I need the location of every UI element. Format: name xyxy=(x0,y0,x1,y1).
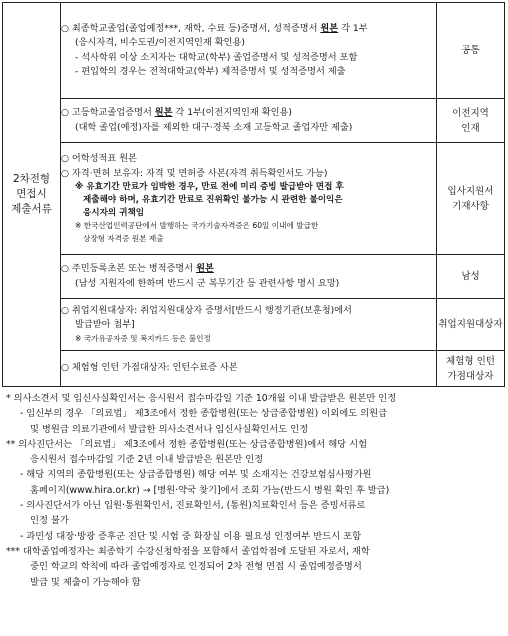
content-line: 응시자의 귀책임 xyxy=(83,208,145,218)
content-line: ○ 주민등록초본 또는 병적증명서 원본 xyxy=(61,263,214,274)
footnote-line: 중인 학교의 학칙에 따라 졸업예정자로 인정되어 2차 전형 면접 시 졸업예정증명서 xyxy=(30,561,362,573)
footnote-line: 발급 및 제출이 가능해야 함 xyxy=(30,576,141,588)
content-line: ○ 자격·면허 보유자: 자격 및 면허증 사본(자격 취득확인서도 가능) xyxy=(61,167,328,179)
footnote-line: 홈페이지(www.hira.or.kr) → [병원·약국 찾기]에서 조회 가능(반드시 병원 확인 후 발급) xyxy=(30,484,390,496)
content-line: - 석사학위 이상 소지자는 대학교(학부) 졸업증명서 및 성적증명서 포함 xyxy=(75,51,358,63)
content-line: ○ 최종학교졸업(졸업예정***, 재학, 수료 등)증명서, 성적증명서 원본 각 1부 xyxy=(61,22,368,34)
footnote-line: - 해당 지역의 종합병원(또는 상급종합병원) 해당 여부 및 소재지는 건강보험심사평가원 xyxy=(20,469,372,481)
footnote-line: ** 의사진단서는 「의료법」 제3조에서 정한 종합병원(또는 상급종합병원)에서 해당 시험 xyxy=(6,438,368,450)
table-row xyxy=(3,351,505,387)
section-label-line: 2차전형 xyxy=(12,173,51,185)
row-content-resident-register xyxy=(61,255,437,299)
content-line: ○ 어학성적표 원본 xyxy=(61,153,137,164)
content-line: - 편입학의 경우는 전적대학교(학부) 제적증명서 및 성적증명서 제출 xyxy=(75,66,346,77)
footnotes xyxy=(6,391,504,590)
content-line: 상장형 자격증 원본 제출 xyxy=(83,233,164,243)
row-content-language-license xyxy=(61,143,437,255)
content-line: ○ 고등학교졸업증명서 원본 각 1부(이전지역인재 확인용) xyxy=(61,107,292,118)
content-line: (응시자격, 비수도권/이전지역인재 확인용) xyxy=(75,37,245,48)
footnote-line: - 의사진단서가 아닌 입원·통원확인서, 진료확인서, (통원)치료확인서 등은 증빙서류로 xyxy=(20,500,366,512)
footnote-line: 응시원서 접수마감일 기준 2년 이내 발급받은 원본만 인정 xyxy=(30,454,264,466)
table-row xyxy=(3,99,505,143)
row-note: 공통 xyxy=(437,3,505,99)
content-line: ※ 국가유공자증 및 복지카드 등은 불인정 xyxy=(75,333,211,343)
row-note: 남성 xyxy=(437,255,505,299)
section-label-line: 제출서류 xyxy=(11,203,52,215)
content-line: ○ 취업지원대상자: 취업지원대상자 증명서[반드시 행정기관(보훈청)에서 xyxy=(61,304,352,316)
section-label-line: 면접시 xyxy=(16,188,47,200)
footnote-line: * 의사소견서 및 임신사실확인서는 응시원서 접수마감일 기준 10개월 이내 발급받은 원본만 인정 xyxy=(6,393,397,404)
row-note: 취업지원대상자 xyxy=(437,299,505,351)
row-content-intern xyxy=(61,351,437,387)
footnote-line: - 임신부의 경우 「의료법」 제3조에서 정한 종합병원(또는 상급종합병원) 이외에도 의원급 xyxy=(20,408,388,420)
footnote-line: *** 대학졸업예정자는 최종학기 수강신청학점을 포함해서 졸업학점에 도달된 자로서, 재학 xyxy=(6,545,370,557)
section-label xyxy=(3,3,61,387)
row-content-diploma xyxy=(61,3,437,99)
original-emphasis: 원본 xyxy=(154,107,173,118)
content-line: (남성 지원자에 한하며 반드시 군 복무기간 등 관련사항 명시 요망) xyxy=(75,277,340,289)
required-documents-table xyxy=(2,2,505,387)
row-content-employment-support xyxy=(61,299,437,351)
original-emphasis: 원본 xyxy=(196,263,214,274)
row-note: 이전지역 인재 xyxy=(437,99,505,143)
row-note: 입사지원서 기재사항 xyxy=(437,143,505,255)
content-line: ※ 한국산업인력공단에서 발행하는 국가기술자격증은 60일 이내에 발급한 xyxy=(75,221,319,230)
footnote-line: 인정 불가 xyxy=(30,515,69,527)
content-line: 제출해야 하며, 유효기간 만료로 진위확인 불가능 시 관련한 불이익은 xyxy=(83,195,343,205)
row-content-highschool xyxy=(61,99,437,143)
footnote-line: - 과민성 대장·방광 증후군 진단 및 시험 중 화장실 이용 필요성 인정여부 반드시 포함 xyxy=(20,530,362,542)
content-line: ○ 체험형 인턴 가점대상자: 인턴수료증 사본 xyxy=(61,362,238,374)
content-line: ※ 유효기간 만료가 임박한 경우, 만료 전에 미리 증빙 발급받아 면접 후 xyxy=(75,182,344,192)
table-row xyxy=(3,3,505,99)
table-row xyxy=(3,255,505,299)
row-note: 체험형 인턴 가점대상자 xyxy=(437,351,505,387)
table-row xyxy=(3,299,505,351)
content-line: 발급받아 첨부] xyxy=(75,319,135,331)
content-line: (대학 졸업(예정)자를 제외한 대구·경북 소재 고등학교 졸업자만 제출) xyxy=(75,121,353,133)
footnote-line: 및 병원급 의료기관에서 발급한 의사소견서나 임신사실확인서도 인정 xyxy=(30,423,309,435)
original-emphasis: 원본 xyxy=(320,22,339,34)
table-row xyxy=(3,143,505,255)
